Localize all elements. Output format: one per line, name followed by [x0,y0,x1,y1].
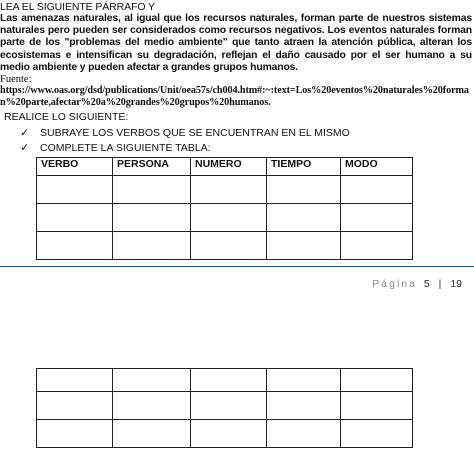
table-cell[interactable] [341,369,413,392]
table-cell[interactable] [341,232,413,260]
table-cell[interactable] [191,392,267,420]
source-label: Fuente: [0,74,32,85]
table-cell[interactable] [267,204,341,232]
page-footer [372,278,462,290]
instruction-heading: REALICE LO SIGUIENTE: [4,111,129,123]
header-verbo: VERBO [37,158,113,176]
table-cell[interactable] [191,369,267,392]
table-cell[interactable] [113,204,191,232]
header-tiempo: TIEMPO [267,158,341,176]
table-cell[interactable] [113,369,191,392]
table-cell[interactable] [113,176,191,204]
source-url: https://www.oas.org/dsd/publications/Unit/oea57s/ch004.htm#:~:text=Los%20eventos%20naturales%20forman%20parte,afectar%20a%20grandes%20grupos%20humanos. [0,85,469,109]
page-separator: | [438,278,442,290]
table-header-row [37,158,413,176]
table-row [37,232,413,260]
table-cell[interactable] [341,176,413,204]
checkmark-icon: ✓ [20,127,30,139]
task-text: COMPLETE LA SIGUIENTE TABLA: [40,141,211,154]
table-cell[interactable] [341,204,413,232]
page-divider [0,266,474,267]
table-cell[interactable] [113,392,191,420]
table-cell[interactable] [37,369,113,392]
table-cell[interactable] [113,232,191,260]
page-label: Página [372,278,417,290]
table-cell[interactable] [113,420,191,448]
task-text: SUBRAYE LOS VERBOS QUE SE ENCUENTRAN EN EL MISMO [40,126,350,139]
verb-table [36,157,413,260]
table-row [37,392,413,420]
table-cell[interactable] [37,392,113,420]
table-cell[interactable] [267,369,341,392]
table-cell[interactable] [267,392,341,420]
header-modo: MODO [341,158,413,176]
continued-table [36,368,413,448]
checkmark-icon: ✓ [20,142,30,154]
table-cell[interactable] [191,420,267,448]
table-cell[interactable] [37,204,113,232]
table-cell[interactable] [37,420,113,448]
table-cell[interactable] [267,176,341,204]
task-item [20,126,350,139]
table-cell[interactable] [191,204,267,232]
table-cell[interactable] [37,232,113,260]
table-cell[interactable] [191,232,267,260]
section-heading: LEA EL SIGUIENTE PÁRRAFO Y [0,1,155,13]
table-row [37,176,413,204]
page-number: 5 [423,278,430,290]
header-numero: NUMERO [191,158,267,176]
paragraph-text: Las amenazas naturales, al igual que los recursos naturales, forman parte de nuestros sistemas naturales pero pueden ser considerados como recursos negativos. Los eventos naturales forman parte de los "problemas del medio ambiente" que tanto atraen la atención pública, alteran los ecosistemas e intensifican su degradación, reflejan el daño causado por el ser humano a su medio ambiente y pueden afectar a grandes grupos humanos. [0,13,472,73]
header-persona: PERSONA [113,158,191,176]
table-row [37,420,413,448]
table-cell[interactable] [37,176,113,204]
table-cell[interactable] [341,420,413,448]
table-cell[interactable] [267,420,341,448]
page-total: 19 [450,278,462,290]
table-cell[interactable] [341,392,413,420]
table-row [37,369,413,392]
table-cell[interactable] [267,232,341,260]
task-item [20,141,211,154]
table-cell[interactable] [191,176,267,204]
table-row [37,204,413,232]
